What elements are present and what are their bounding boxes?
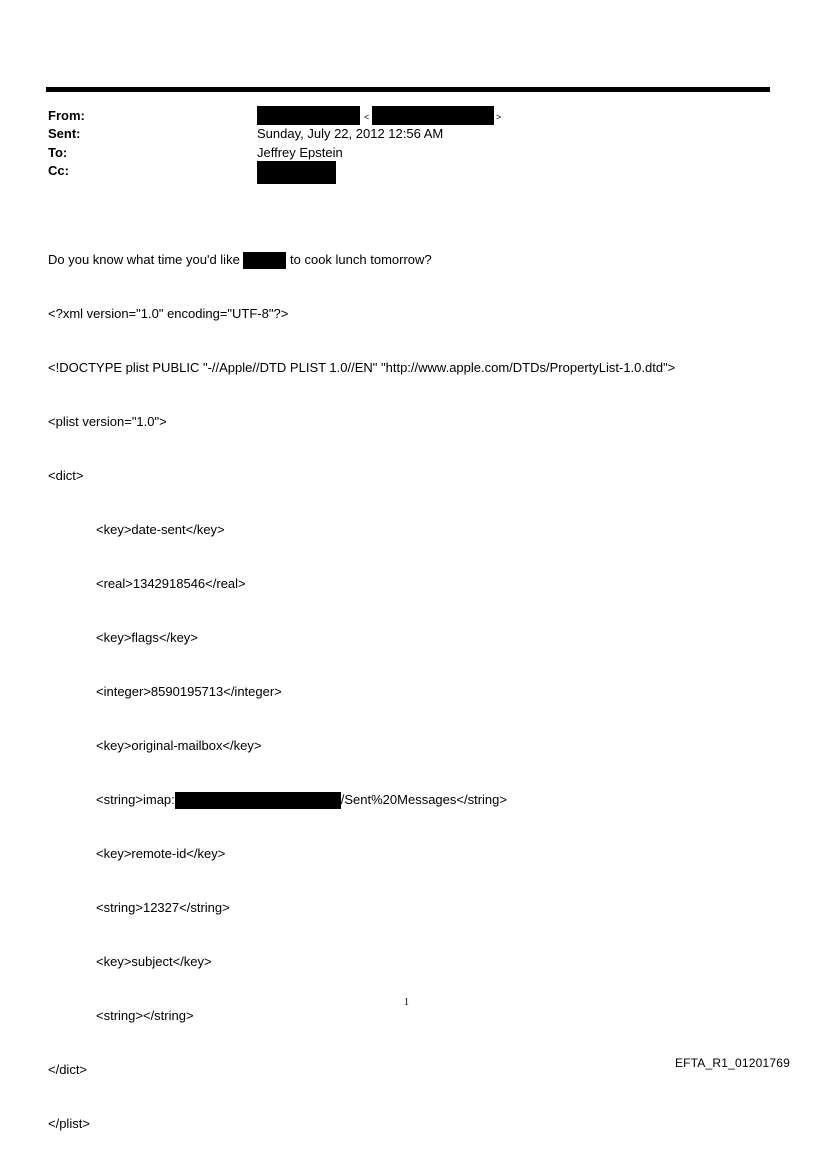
body-question-line bbox=[48, 251, 675, 269]
imap-prefix: <string>imap: bbox=[96, 792, 175, 807]
sent-label: Sent: bbox=[48, 126, 81, 141]
dict-close: </dict> bbox=[48, 1062, 88, 1077]
dict-line: <string></string> bbox=[96, 1008, 194, 1023]
name-redaction bbox=[243, 252, 286, 269]
body-question-end: to cook lunch tomorrow? bbox=[286, 252, 432, 267]
plist-open: <plist version="1.0"> bbox=[48, 414, 167, 429]
email-body bbox=[48, 215, 675, 1169]
mailbox-redaction bbox=[175, 792, 341, 809]
doctype-line: <!DOCTYPE plist PUBLIC "-//Apple//DTD PLIST 1.0//EN" "http://www.apple.com/DTDs/PropertyList-1.0.dtd"> bbox=[48, 360, 676, 375]
dict-line: <key>date-sent</key> bbox=[96, 522, 225, 537]
from-name-redaction bbox=[257, 106, 360, 125]
imap-line bbox=[48, 791, 675, 809]
dict-line: <integer>8590195713</integer> bbox=[96, 684, 282, 699]
dict-line: <real>1342918546</real> bbox=[96, 576, 246, 591]
dict-open: <dict> bbox=[48, 468, 84, 483]
body-question-start: Do you know what time you'd like bbox=[48, 252, 244, 267]
to-value: Jeffrey Epstein bbox=[257, 145, 343, 160]
dict-line: <key>original-mailbox</key> bbox=[96, 738, 262, 753]
from-close-bracket: > bbox=[496, 112, 502, 122]
imap-suffix: /Sent%20Messages</string> bbox=[340, 792, 507, 807]
from-label: From: bbox=[48, 108, 85, 123]
plist-close: </plist> bbox=[48, 1116, 90, 1131]
sent-value: Sunday, July 22, 2012 12:56 AM bbox=[257, 126, 444, 141]
cc-redaction bbox=[257, 161, 336, 184]
xml-declaration: <?xml version="1.0" encoding="UTF-8"?> bbox=[48, 306, 289, 321]
dict-line: <key>subject</key> bbox=[96, 954, 212, 969]
from-email-redaction bbox=[372, 106, 494, 125]
to-label: To: bbox=[48, 145, 68, 160]
header-rule bbox=[46, 87, 770, 92]
document-id-footer: EFTA_R1_01201769 bbox=[674, 1056, 790, 1070]
dict-line: <key>remote-id</key> bbox=[96, 846, 226, 861]
from-open-bracket: < bbox=[364, 112, 370, 122]
cc-label: Cc: bbox=[48, 163, 69, 178]
dict-line: <string>12327</string> bbox=[96, 900, 230, 915]
page-number: 1 bbox=[404, 997, 409, 1008]
dict-line: <key>flags</key> bbox=[96, 630, 198, 645]
